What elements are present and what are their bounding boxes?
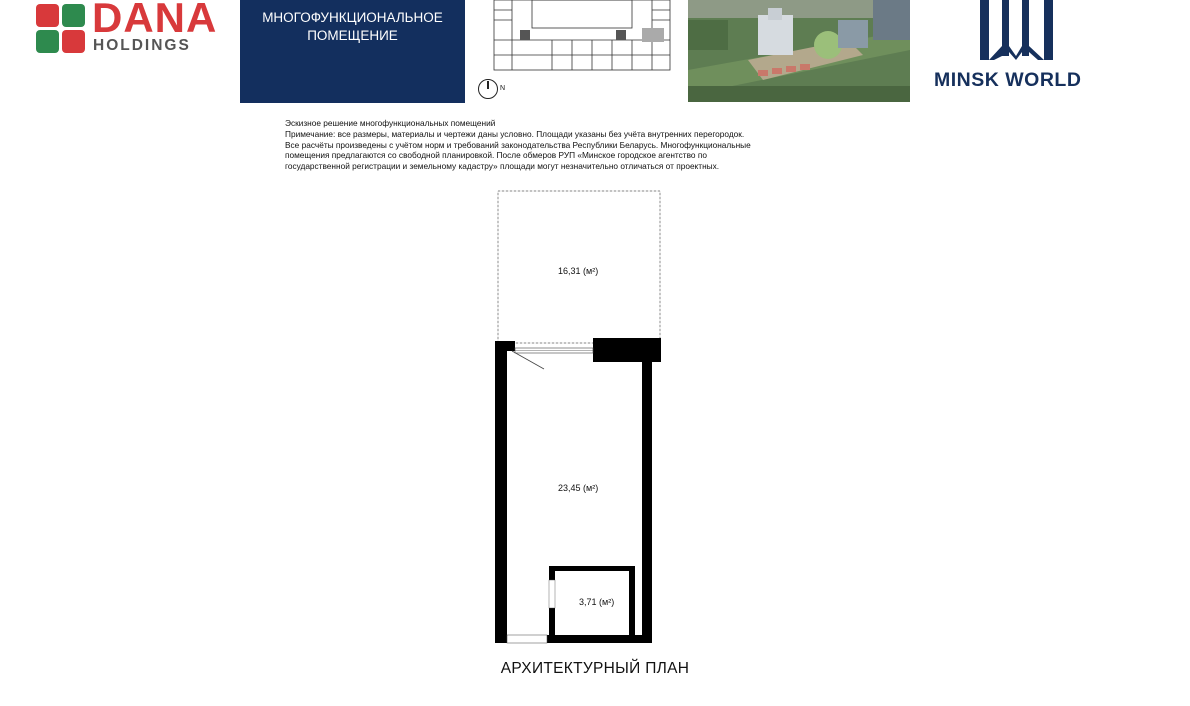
compass-icon [478, 79, 498, 99]
notes-title: Эскизное решение многофункциональных помещений [285, 118, 496, 128]
floor-plan [490, 188, 670, 646]
logo-square-green-2 [36, 30, 59, 53]
main-room-area-label: 23,45 (м²) [558, 483, 599, 493]
terrace-area-label: 16,31 (м²) [558, 266, 599, 276]
notes-line: Примечание: все размеры, материалы и чертежи даны условно. Площади указаны без учёта внутренних перегородок. [285, 128, 745, 139]
logo-square-red-1 [36, 4, 59, 27]
notes-line: государственной регистрации и земельному кадастру» площади могут незначительно отличаться от проектных. [285, 161, 720, 172]
building-key-plan [492, 0, 672, 72]
aerial-render-image [688, 0, 910, 102]
logo-square-red-2 [62, 30, 85, 53]
minsk-world-logo-text: MINSK WORLD [934, 69, 1082, 91]
dana-holdings-logo [36, 2, 226, 54]
banner-line-2: ПОМЕЩЕНИЕ [307, 28, 398, 43]
title-banner [240, 0, 465, 103]
dana-logo-subtitle: HOLDINGS [93, 37, 191, 54]
floor-plan-drawing [490, 188, 670, 646]
logo-square-green-1 [62, 4, 85, 27]
minsk-world-logo-mark [978, 0, 1066, 62]
notes-line: помещения предлагаются со свободной планировкой. После обмеров РУП «Минское городское агентство по [285, 150, 707, 161]
bathroom-area-label: 3,71 (м²) [579, 597, 615, 607]
notes-block [285, 118, 895, 172]
plan-title: АРХИТЕКТУРНЫЙ ПЛАН [500, 660, 690, 677]
notes-line: Все расчёты произведены с учётом норм и требований законодательства Республики Беларусь. Многофункциональные [285, 139, 751, 150]
dana-logo-word: DANA [92, 0, 218, 41]
banner-line-1: МНОГОФУНКЦИОНАЛЬНОЕ [262, 10, 443, 25]
compass-north-label: N [500, 85, 506, 92]
